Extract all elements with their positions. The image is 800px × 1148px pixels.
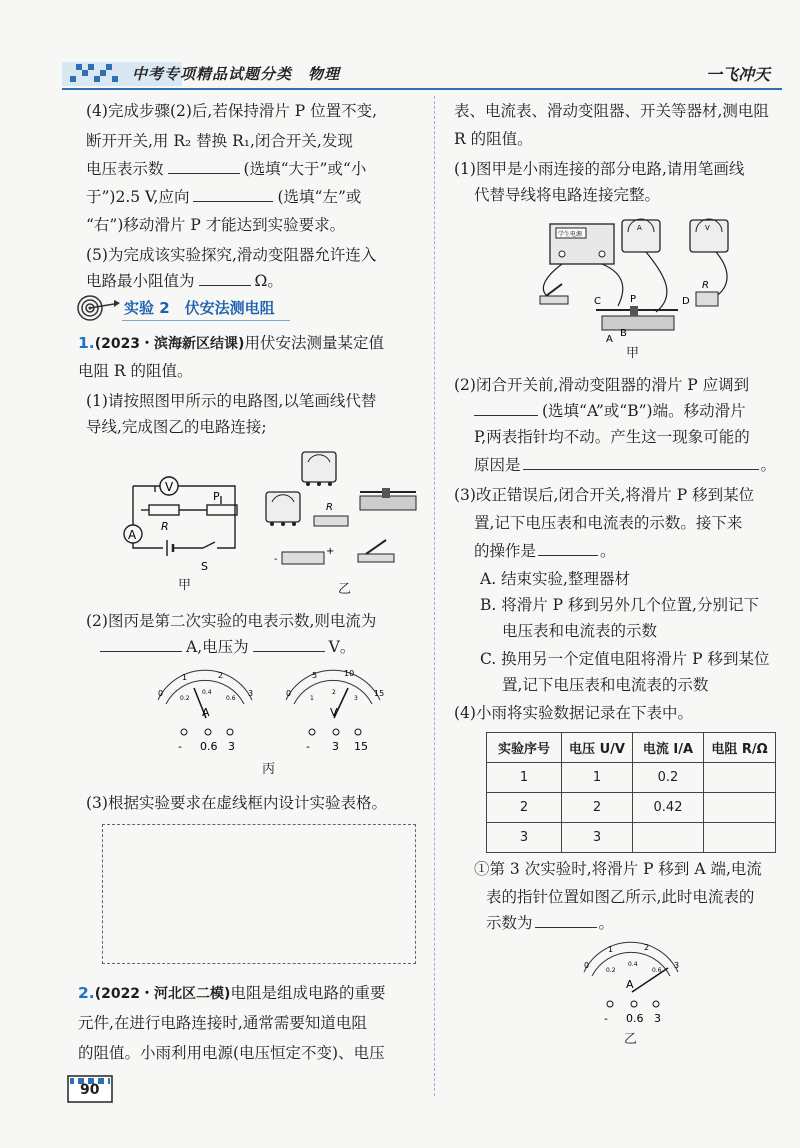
left-q4-line1: (4)完成步骤(2)后,若保持滑片 P 位置不变,: [86, 102, 378, 120]
target-icon: [76, 294, 122, 322]
slider-label: P: [213, 490, 220, 503]
right-q1-line2: 代替导线将电路连接完整。: [474, 186, 661, 204]
left-q4-line5: “右”)移动滑片 P 才能达到实验要求。: [86, 216, 346, 234]
table-cell-empty[interactable]: [704, 763, 776, 793]
table-row: [487, 823, 776, 853]
svg-text:C: C: [594, 296, 601, 307]
ammeter-needle: [632, 968, 668, 992]
svg-text:5: 5: [312, 671, 318, 680]
left-q4-line4: 于”)2.5 V,应向 (选填“左”或: [86, 184, 361, 212]
svg-text:P: P: [630, 294, 637, 305]
p1-q1-line2: 导线,完成图乙的电路连接;: [86, 418, 267, 436]
header-brand: 一飞冲天: [706, 65, 771, 84]
svg-text:A: A: [626, 978, 634, 991]
p1-q3: (3)根据实验要求在虚线框内设计实验表格。: [86, 794, 387, 812]
fig-jia-right-label: 甲: [626, 346, 640, 361]
ammeter-symbol-label: A: [128, 528, 137, 542]
fig-yi-label: 乙: [338, 582, 352, 597]
svg-text:0: 0: [158, 689, 164, 698]
voltmeter-device: [302, 452, 336, 486]
svg-text:1: 1: [182, 673, 188, 682]
equipment-drawing-yi: [262, 440, 422, 580]
svg-text:B: B: [620, 328, 627, 339]
section-heading: 实验 2 伏安法测电阻: [124, 299, 275, 317]
table-cell-empty[interactable]: [633, 823, 704, 853]
right-q4: (4)小雨将实验数据记录在下表中。: [454, 704, 693, 722]
p1-q2-line2: A,电压为 V。: [100, 634, 355, 662]
svg-text:0.4: 0.4: [202, 689, 212, 696]
svg-text:3: 3: [332, 740, 339, 753]
answer-blank[interactable]: [535, 911, 597, 928]
voltmeter-symbol-label: V: [165, 480, 174, 494]
svg-text:0.6: 0.6: [200, 740, 218, 753]
svg-text:R: R: [326, 502, 333, 513]
svg-text:+: +: [326, 546, 335, 557]
table-cell: 0.2: [633, 763, 704, 793]
table-header-cell: 电阻 R/Ω: [704, 733, 776, 763]
svg-text:V: V: [705, 224, 710, 232]
equipment-drawing-jia-right: [526, 216, 746, 356]
switch-device: [358, 540, 394, 562]
battery-device: [274, 546, 334, 565]
svg-text:10: 10: [344, 669, 355, 678]
svg-text:-: -: [604, 1012, 608, 1025]
option-c-line1: C. 换用另一个定值电阻将滑片 P 移到某位: [480, 650, 770, 668]
table-header-cell: 电流 I/A: [633, 733, 704, 763]
p2-line1: 2.(2022・河北区二模)电阻是组成电路的重要: [78, 984, 386, 1002]
answer-blank[interactable]: [193, 185, 273, 202]
svg-text:2: 2: [332, 689, 336, 696]
rheostat-device: [594, 294, 690, 345]
voltmeter-dial-bing: [278, 666, 388, 756]
table-header-cell: 实验序号: [487, 733, 562, 763]
svg-text:0: 0: [584, 961, 590, 970]
header-divider: [62, 88, 782, 90]
table-cell: 1: [487, 763, 562, 793]
table-cell-empty[interactable]: [704, 823, 776, 853]
header-title: 中考专项精品试题分类 物理: [132, 65, 341, 83]
right-line2: R 的阻值。: [454, 130, 533, 148]
answer-blank[interactable]: [199, 269, 251, 286]
svg-text:D: D: [682, 296, 690, 307]
right-q1-line1: (1)图甲是小雨连接的部分电路,请用笔画线: [454, 160, 745, 178]
table-header-cell: 电压 U/V: [562, 733, 633, 763]
data-table: [486, 732, 776, 853]
answer-blank[interactable]: [168, 157, 240, 174]
rheostat-device: [360, 488, 416, 510]
ammeter-device: [266, 492, 300, 526]
column-divider: [434, 96, 435, 1096]
option-a: A. 结束实验,整理器材: [480, 570, 630, 588]
option-c-line2: 置,记下电压表和电流表的示数: [502, 676, 709, 694]
svg-text:0.6: 0.6: [226, 695, 236, 702]
svg-text:0.4: 0.4: [628, 961, 638, 968]
svg-text:0: 0: [286, 689, 292, 698]
svg-text:-: -: [306, 740, 310, 753]
right-q2-line4: 原因是 。: [474, 452, 776, 480]
svg-text:0.2: 0.2: [606, 967, 616, 974]
sub1-line1: ①第 3 次实验时,将滑片 P 移到 A 端,电流: [474, 860, 762, 878]
svg-text:3: 3: [228, 740, 235, 753]
resistor-label: R: [161, 520, 169, 533]
switch-device: [540, 284, 568, 304]
left-q4-line3: 电压表示数 (选填“大于”或“小: [86, 156, 366, 184]
fig-bing-label: 丙: [262, 762, 276, 777]
table-cell: 3: [487, 823, 562, 853]
table-cell-empty[interactable]: [704, 793, 776, 823]
svg-text:A: A: [202, 706, 210, 719]
svg-text:-: -: [178, 740, 182, 753]
svg-text:1: 1: [310, 695, 314, 702]
right-q3-line2: 置,记下电压表和电流表的示数。接下来: [474, 514, 743, 532]
circuit-diagram-jia: [115, 466, 255, 586]
svg-text:2: 2: [218, 671, 224, 680]
answer-blank[interactable]: [538, 539, 598, 556]
p1-q2-line1: (2)图丙是第二次实验的电表示数,则电流为: [86, 612, 377, 630]
table-row: [487, 793, 776, 823]
ammeter-device: [622, 219, 660, 252]
svg-text:3: 3: [654, 1012, 661, 1025]
right-q2-line1: (2)闭合开关前,滑动变阻器的滑片 P 应调到: [454, 376, 750, 394]
right-q3-line1: (3)改正错误后,闭合开关,将滑片 P 移到某位: [454, 486, 755, 504]
table-row: [487, 763, 776, 793]
table-cell: 3: [562, 823, 633, 853]
right-q2-line3: P,两表指针均不动。产生这一现象可能的: [474, 428, 750, 446]
sub1-line2: 表的指针位置如图乙所示,此时电流表的: [486, 888, 755, 906]
sub1-line3: 示数为 。: [486, 910, 614, 938]
p2-line3: 的阻值。小雨利用电源(电压恒定不变)、电压: [78, 1044, 385, 1062]
header-bar: [62, 58, 782, 90]
ammeter-dial-yi: [576, 938, 686, 1028]
svg-text:15: 15: [354, 740, 368, 753]
fig-yi-right-label: 乙: [624, 1032, 638, 1047]
option-b-line2: 电压表和电流表的示数: [502, 622, 658, 640]
answer-blank[interactable]: [523, 453, 759, 470]
table-cell: 2: [487, 793, 562, 823]
svg-text:15: 15: [374, 689, 385, 698]
left-q4-line2: 断开开关,用 R₂ 替换 R₁,闭合开关,发现: [86, 132, 353, 150]
svg-text:A: A: [606, 334, 613, 345]
table-header-row: [487, 733, 776, 763]
page-number: 90: [80, 1082, 100, 1098]
table-design-box[interactable]: [102, 824, 416, 964]
svg-text:学生电源: 学生电源: [558, 231, 583, 238]
right-q2-line2: (选填“A”或“B”)端。移动滑片: [474, 398, 746, 426]
right-line1: 表、电流表、滑动变阻器、开关等器材,测电阻: [454, 102, 769, 120]
svg-text:A: A: [637, 224, 642, 232]
right-q3-line3: 的操作是 。: [474, 538, 616, 566]
voltmeter-device: [690, 219, 728, 252]
svg-text:3: 3: [248, 689, 254, 698]
section-underline: [122, 320, 290, 321]
option-b-line1: B. 将滑片 P 移到另外几个位置,分别记下: [480, 596, 759, 614]
ammeter-dial-bing: [150, 666, 260, 756]
svg-text:0.2: 0.2: [180, 695, 190, 702]
svg-text:2: 2: [644, 943, 650, 952]
answer-blank[interactable]: [100, 635, 182, 652]
p1-line2: 电阻 R 的阻值。: [78, 362, 193, 380]
svg-text:0.6: 0.6: [652, 967, 662, 974]
table-cell: 0.42: [633, 793, 704, 823]
svg-text:V: V: [330, 706, 338, 719]
left-q5-line1: (5)为完成该实验探究,滑动变阻器允许连入: [86, 246, 377, 264]
answer-blank[interactable]: [474, 399, 538, 416]
svg-text:R: R: [702, 280, 709, 291]
table-cell: 1: [562, 763, 633, 793]
answer-blank[interactable]: [253, 635, 325, 652]
switch-label: S: [201, 560, 208, 573]
svg-text:3: 3: [674, 961, 680, 970]
svg-text:-: -: [274, 554, 278, 565]
svg-text:1: 1: [608, 945, 614, 954]
svg-text:3: 3: [354, 695, 358, 702]
p1-line1: 1.(2023・滨海新区结课)用伏安法测量某定值: [78, 334, 384, 352]
p1-q1-line1: (1)请按照图甲所示的电路图,以笔画线代替: [86, 392, 377, 410]
left-q5-line2: 电路最小阻值为 Ω。: [86, 268, 283, 296]
fig-jia-label: 甲: [178, 578, 192, 593]
table-cell: 2: [562, 793, 633, 823]
fixed-resistor-device: [314, 502, 348, 526]
power-supply-device: [550, 224, 614, 264]
p2-line2: 元件,在进行电路连接时,通常需要知道电阻: [78, 1014, 367, 1032]
svg-text:0.6: 0.6: [626, 1012, 644, 1025]
fixed-resistor-device: [696, 280, 718, 306]
